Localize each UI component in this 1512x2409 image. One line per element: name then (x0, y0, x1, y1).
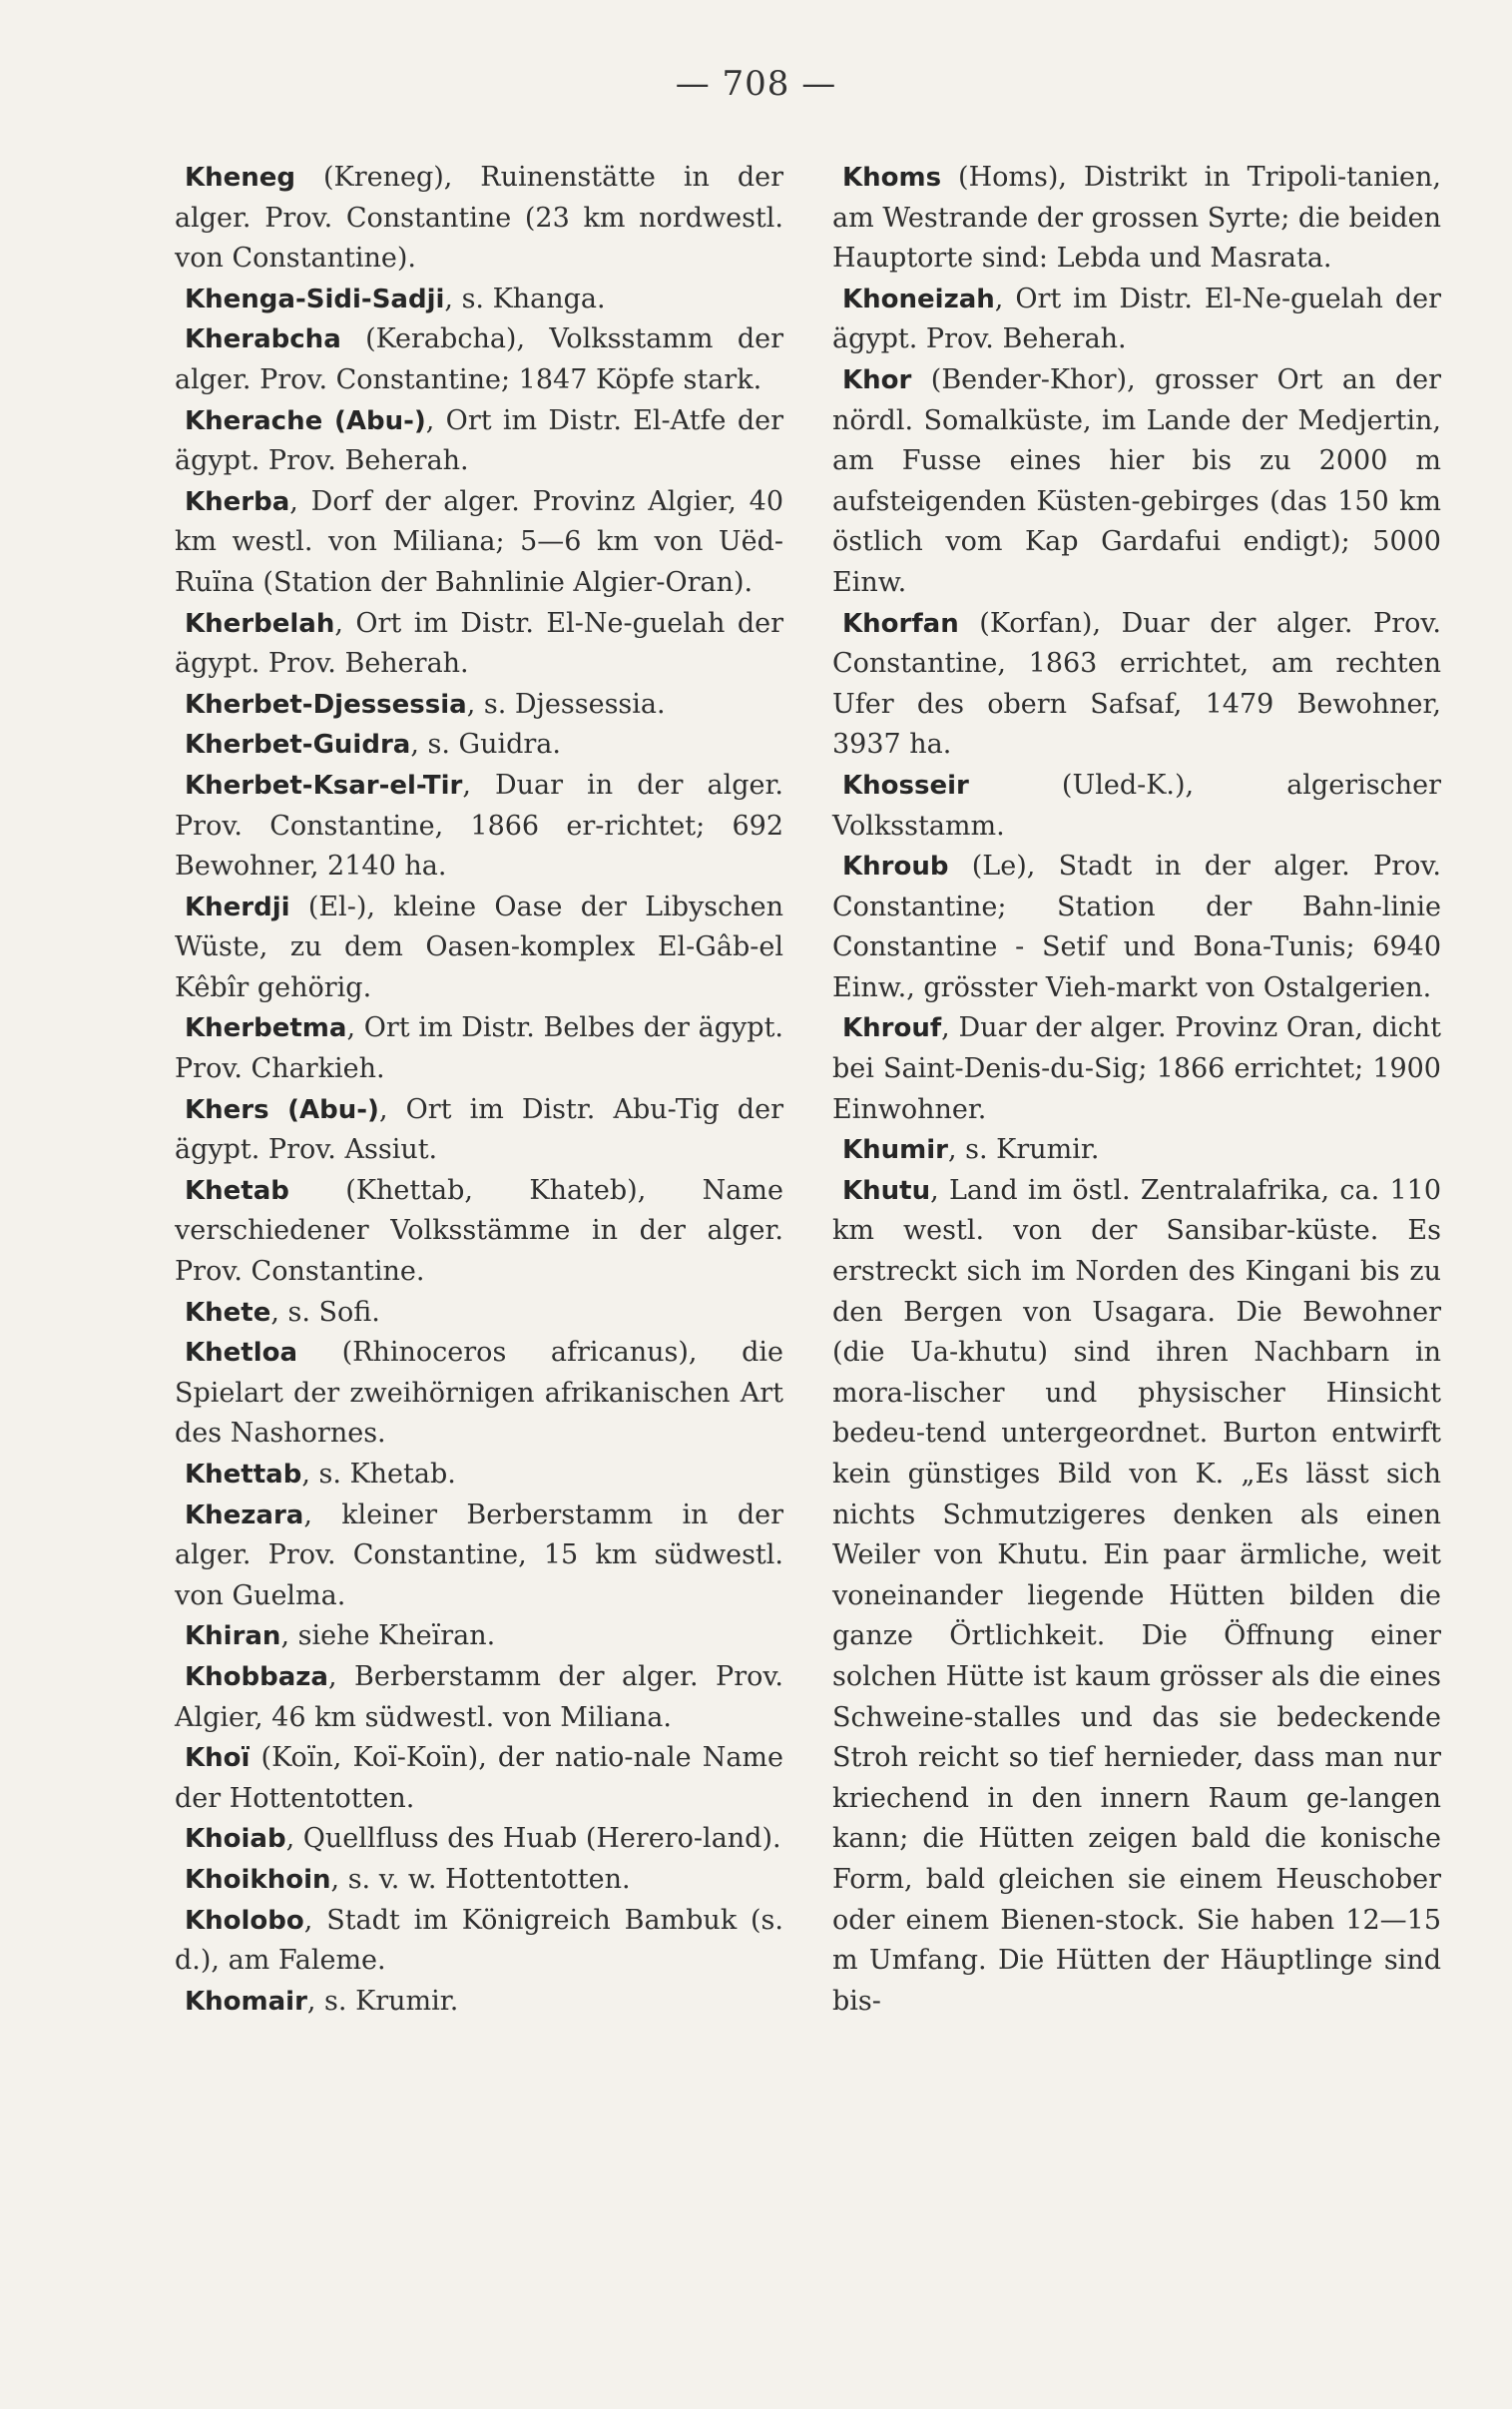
entry-headword: Kherba (185, 486, 290, 517)
entry-text: , s. Khetab. (301, 1459, 456, 1490)
entry-text: (Khettab, Khateb), Name verschiedener Volksstämme in der alger. Prov. Constantine. (175, 1174, 783, 1288)
entry-headword: Khor (842, 364, 912, 395)
entry-headword: Kherbelah (185, 608, 335, 639)
entry-text: (Rhinoceros africanus), die Spielart der zweihörnigen afrikanischen Art des Nashornes. (175, 1337, 783, 1450)
dictionary-entry (832, 1130, 1441, 1171)
entry-headword: Khoiab (185, 1824, 286, 1855)
dictionary-entry (175, 1008, 783, 1089)
dictionary-entry (175, 1657, 783, 1738)
entry-headword: Kheneg (185, 163, 296, 193)
dictionary-entry (175, 1455, 783, 1496)
entry-headword: Khoms (842, 163, 942, 193)
entry-text: , Ort im Distr. El-Ne-guelah der ägypt. Prov. Beherah. (832, 283, 1441, 355)
dictionary-entry (175, 1616, 783, 1657)
entry-text: (Uled-K.), algerischer Volksstamm. (832, 769, 1441, 842)
dictionary-entry (175, 725, 783, 766)
entry-text: , Stadt im Königreich Bambuk (s. d.), am Faleme. (175, 1904, 783, 1977)
right-column (832, 158, 1441, 2022)
dictionary-entry (175, 604, 783, 685)
entry-text: (Kreneg), Ruinenstätte in der alger. Prov. Constantine (23 km nordwestl. von Constantine). (175, 162, 783, 275)
dictionary-entry (832, 360, 1441, 604)
entry-text: , s. v. w. Hottentotten. (330, 1863, 631, 1895)
entry-text: , Ort im Distr. El-Atfe der ägypt. Prov. Beherah. (175, 404, 783, 477)
dictionary-entry (175, 401, 783, 482)
dictionary-entry (832, 1171, 1441, 2022)
entry-text: , s. Sofi. (270, 1296, 380, 1328)
entry-text: , Duar der alger. Provinz Oran, dicht bei Saint-Denis-du-Sig; 1866 errichtet; 1900 Einwohner. (832, 1012, 1441, 1125)
entry-text: , Ort im Distr. Abu-Tig der ägypt. Prov. Assiut. (175, 1093, 783, 1166)
entry-headword: Kholobo (185, 1905, 304, 1936)
entry-text: (Le), Stadt in der alger. Prov. Constantine; Station der Bahn-linie Constantine - Setif und Bona-Tunis; 6940 Einw., grösster Vieh-markt von Ostalgerien. (832, 851, 1441, 1003)
entry-headword: Khrouf (842, 1013, 942, 1044)
dictionary-entry (832, 766, 1441, 847)
dictionary-entry (832, 847, 1441, 1008)
entry-text: , Berberstamm der alger. Prov. Algier, 46 km südwestl. von Miliana. (175, 1660, 783, 1733)
dictionary-entry (175, 766, 783, 888)
entry-text: , Land im östl. Zentralafrika, ca. 110 km westl. von der Sansibar-küste. Es erstreckt sich im Norden des Kingani bis zu den Bergen von Usagara. Die Bewohner (die Ua-khutu) sind ihren Nachbarn in mora-lischer und physischer Hinsicht bedeu-tend untergeordnet. Burton entwirft kein günstiges Bild von K. „Es lässt sich nichts Schmutzigeres denken als einen Weiler von Khutu. Ein paar ärmliche, weit voneinander liegende Hütten bilden die ganze Örtlichkeit. Die Öffnung einer solchen Hütte ist kaum grösser als die eines Schweine-stalles und das sie bedeckende Stroh reicht so tief hernieder, dass man nur kriechend in den innern Raum ge-langen kann; die Hütten zeigen bald die konische Form, bald gleichen sie einem Heuschober oder einem Bienen-stock. Sie haben 12—15 m Umfang. Die Hütten der Häuptlinge sind bis- (832, 1174, 1441, 2017)
dictionary-entry (175, 1901, 783, 1982)
entry-text: , Duar in der alger. Prov. Constantine, 1866 er-richtet; 692 Bewohner, 2140 ha. (175, 769, 783, 883)
entry-headword: Khoï (185, 1743, 251, 1774)
dictionary-entry (175, 158, 783, 280)
dictionary-entry (175, 319, 783, 400)
entry-text: , Dorf der alger. Provinz Algier, 40 km westl. von Miliana; 5—6 km von Uëd-Ruïna (Station der Bahnlinie Algier-Oran). (175, 485, 783, 598)
entry-text: (Kerabcha), Volksstamm der alger. Prov. Constantine; 1847 Köpfe stark. (175, 323, 783, 395)
entry-headword: Kherbet-Guidra (185, 730, 411, 761)
entry-text: , s. Krumir. (948, 1134, 1100, 1166)
entry-headword: Kherbet-Ksar-el-Tir (185, 770, 463, 801)
dictionary-entry (175, 1090, 783, 1171)
entry-headword: Khezara (185, 1500, 304, 1530)
dictionary-entry (175, 482, 783, 604)
entry-headword: Khoikhoin (185, 1864, 331, 1895)
entry-headword: Kherdji (185, 892, 290, 922)
entry-text: (Bender-Khor), grosser Ort an der nördl. Somalküste, im Lande der Medjertin, am Fusse eines hier bis zu 2000 m aufsteigenden Küsten-gebirges (das 150 km östlich vom Kap Gardafui endigt); 5000 Einw. (832, 363, 1441, 598)
dictionary-entry (832, 158, 1441, 280)
page-number: — 708 — (675, 64, 837, 104)
left-column (175, 158, 783, 2022)
entry-headword: Khetloa (185, 1338, 298, 1369)
entry-headword: Khutu (842, 1175, 931, 1206)
dictionary-entry (175, 1860, 783, 1901)
entry-text: , kleiner Berberstamm in der alger. Prov. Constantine, 15 km südwestl. von Guelma. (175, 1499, 783, 1611)
dictionary-entry (832, 1008, 1441, 1130)
dictionary-entry (175, 1819, 783, 1860)
entry-headword: Khete (185, 1297, 271, 1328)
dictionary-entry (175, 1738, 783, 1819)
entry-headword: Khroub (842, 852, 949, 883)
entry-text: (Homs), Distrikt in Tripoli-tanien, am Westrande der grossen Syrte; die beiden Hauptorte sind: Lebda und Masrata. (832, 162, 1441, 275)
entry-text: , Ort im Distr. El-Ne-guelah der ägypt. Prov. Beherah. (175, 607, 783, 680)
entry-headword: Kherabcha (185, 324, 341, 355)
entry-headword: Khoneizah (842, 284, 995, 314)
entry-text: (Korfan), Duar der alger. Prov. Constantine, 1863 errichtet, am rechten Ufer des obern Safsaf, 1479 Bewohner, 3937 ha. (832, 607, 1441, 761)
entry-headword: Khettab (185, 1460, 302, 1490)
dictionary-entry (175, 888, 783, 1009)
dictionary-entry (832, 280, 1441, 360)
entry-headword: Khumir (842, 1135, 948, 1166)
dictionary-entry (175, 1496, 783, 1617)
entry-headword: Khorfan (842, 608, 959, 639)
entry-headword: Khiran (185, 1621, 281, 1652)
entry-headword: Khetab (185, 1175, 289, 1206)
dictionary-entry (175, 1293, 783, 1334)
entry-text: , Ort im Distr. Belbes der ägypt. Prov. Charkieh. (175, 1012, 783, 1085)
dictionary-entry (832, 604, 1441, 766)
entry-headword: Khomair (185, 1986, 307, 2017)
dictionary-entry (175, 1171, 783, 1293)
entry-text: (El-), kleine Oase der Libyschen Wüste, zu dem Oasen-komplex El-Gâb-el Kêbîr gehörig. (175, 891, 783, 1003)
entry-text: , s. Guidra. (410, 729, 561, 761)
entry-headword: Khosseir (842, 770, 969, 801)
dictionary-entry (175, 1333, 783, 1455)
entry-text: , Quellfluss des Huab (Herero-land). (285, 1823, 781, 1855)
entry-text: , siehe Kheïran. (280, 1620, 496, 1652)
entry-headword: Kherache (Abu-) (185, 405, 426, 436)
entry-headword: Kherbetma (185, 1013, 347, 1044)
entry-headword: Kherbet-Djessessia (185, 689, 467, 720)
dictionary-entry (175, 685, 783, 726)
entry-headword: Khobbaza (185, 1661, 328, 1692)
entry-text: (Koïn, Koï-Koïn), der natio-nale Name der Hottentotten. (175, 1742, 783, 1814)
dictionary-entry (175, 1982, 783, 2023)
dictionary-entry (175, 280, 783, 320)
entry-text: , s. Khanga. (444, 283, 606, 314)
entry-text: , s. Krumir. (306, 1985, 459, 2017)
entry-text: , s. Djessessia. (466, 688, 666, 720)
entry-headword: Khers (Abu-) (185, 1094, 379, 1125)
entry-headword: Khenga-Sidi-Sadji (185, 284, 445, 314)
